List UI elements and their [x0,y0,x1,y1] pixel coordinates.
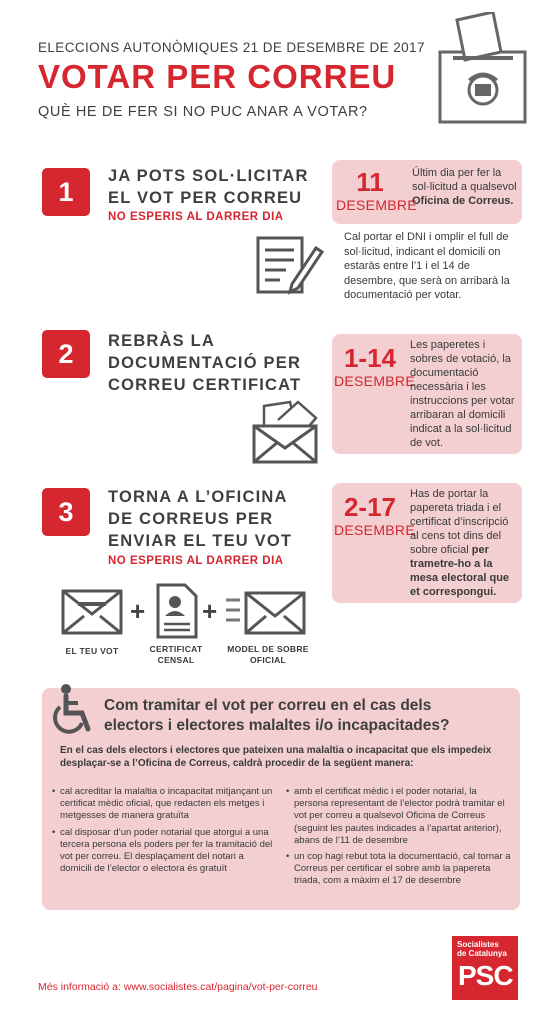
left-bullet-1: • cal acreditar la malaltia o incapacitat mitjançant un certificat mèdic oficial, que redacten els metges i metgesses de manera gratuïta [52,786,274,823]
disabled-voters-title-line-1: Com tramitar el vot per correu en el cas dels [104,697,432,714]
step-1-title-line-2: EL VOT PER CORREU [108,189,303,207]
step-3-date [334,492,415,539]
census-caption-line-2: CENSAL [157,655,195,665]
step-3-warning: NO ESPERIS AL DARRER DIA [108,555,284,567]
envelope-documents-icon [250,398,322,466]
page-title: VOTAR PER CORREU [38,58,397,95]
census-caption [140,644,212,666]
vote-envelope-icon [60,588,124,636]
step-2-date-days: 1-14 [343,343,397,373]
step-3-title-line-2: DE CORREUS PER [108,510,274,528]
envelope-caption-line-1: MODEL DE SOBRE [227,644,309,654]
step-3-number: 3 [42,488,90,536]
step-2-date-month: DESEMBRE [334,373,415,389]
envelope-caption-line-2: OFICIAL [249,655,287,665]
step-3-date-month: DESEMBRE [334,522,415,538]
step-2-title-line-3: CORREU CERTIFICAT [108,376,302,394]
step-2-title-line-2: DOCUMENTACIÓ PER [108,354,302,372]
step-1-date-box [332,160,522,224]
form-pencil-icon [254,234,324,296]
step-2-title [108,330,301,396]
right-bullet-list [286,786,512,892]
step-2-date-box [332,334,522,454]
step-1-box-text-a: Últim dia per fer la sol·licitud a qualsevol [412,167,517,193]
step-1-title-line-1: JA POTS SOL·LICITAR [108,167,309,185]
page-subtitle: QUÈ HE DE FER SI NO PUC ANAR A VOTAR? [38,104,368,120]
right-bullet-1: • amb el certificat mèdic i el poder notarial, la persona representant de l’elector podrà tramitar el vot per correu a qualsevol Oficina de Correus (seguint les pautes indicades a l’apartat anterior), abans de l’11 de desembre [286,786,512,847]
step-1-date-month: DESEMBRE [336,197,417,213]
disabled-voters-intro: En el cas dels electors i electores que pateixen una malaltia o incapacitat que els impedeix desplaçar-se a l’Oficina de Correus, caldrà procedir de la següent manera: [60,745,492,769]
step-2-date [334,343,415,390]
step-2-number: 2 [42,330,90,378]
step-1-number: 1 [42,168,90,216]
step-3-box-text-a: Has de portar la papereta triada i el certificat d’inscripció al cens tot dins del sobre oficial [410,488,509,556]
step-3-title-line-3: ENVIAR EL TEU VOT [108,532,293,550]
plus-sign-1: + [130,596,146,626]
disabled-voters-title [104,696,449,736]
step-3-box-text-b: per trametre-ho a la mesa electoral que et correspongui. [410,544,510,598]
step-1-title [108,165,309,209]
left-bullet-2: • cal disposar d’un poder notarial que atorgui a una tercera persona els poders per fer la tramitació del vot per correu. El desplaçament del notari a domicili de l’elector o electora és gratuït [52,827,274,876]
step-1-box-text-b: Oficina de Correus. [412,195,514,207]
disabled-voters-title-line-2: electors i electores malaltes i/o incapacitades? [104,717,450,734]
step-1-box-text [412,166,518,208]
left-bullet-list [52,786,274,879]
psc-logo-line-2: de Catalunya [457,949,507,958]
vote-caption: EL TEU VOT [65,646,119,656]
step-2-title-line-1: REBRÀS LA [108,332,216,350]
census-caption-line-1: CERTIFICAT [149,644,203,654]
official-envelope-icon [226,590,308,636]
step-1-note: Cal portar el DNI i omplir el full de sol·licitud, indicant el domicili on estaràs entre l’1 i el 14 de desembre, que serà on arribarà la documentació per votar. [344,231,510,301]
more-info-link[interactable]: Més informació a: www.socialistes.cat/pagina/vot-per-correu [38,981,318,993]
certificate-icon [155,582,199,640]
step-3-title [108,486,292,552]
step-1-date [336,167,417,214]
psc-logo [452,936,518,1000]
ballot-box-icon [435,12,530,124]
election-kicker: ELECCIONS AUTONÒMIQUES 21 DE DESEMBRE DE 2017 [38,40,425,55]
step-3-box-text [410,487,518,599]
step-3-date-days: 2-17 [343,492,397,522]
psc-logo-text [457,940,507,958]
right-bullet-2: • un cop hagi rebut tota la documentació, cal tornar a Correus per certificar el sobre amb la papereta triada, com a màxim el 17 de desembre [286,851,512,888]
step-2-box-text: Les paperetes i sobres de votació, la documentació necessària i les instruccions per votar arribaran al domicili indicat a la sol·licitud de vot. [410,339,515,449]
psc-logo-line-1: Socialistes [457,940,499,949]
step-1-warning: NO ESPERIS AL DARRER DIA [108,211,284,223]
plus-sign-2: + [202,596,218,626]
step-3-title-line-1: TORNA A L’OFICINA [108,488,288,506]
envelope-caption [222,644,314,666]
step-1-date-day: 11 [356,167,384,197]
wheelchair-icon [48,683,100,735]
step-3-date-box [332,483,522,603]
psc-logo-acronym: PSC [458,960,513,991]
